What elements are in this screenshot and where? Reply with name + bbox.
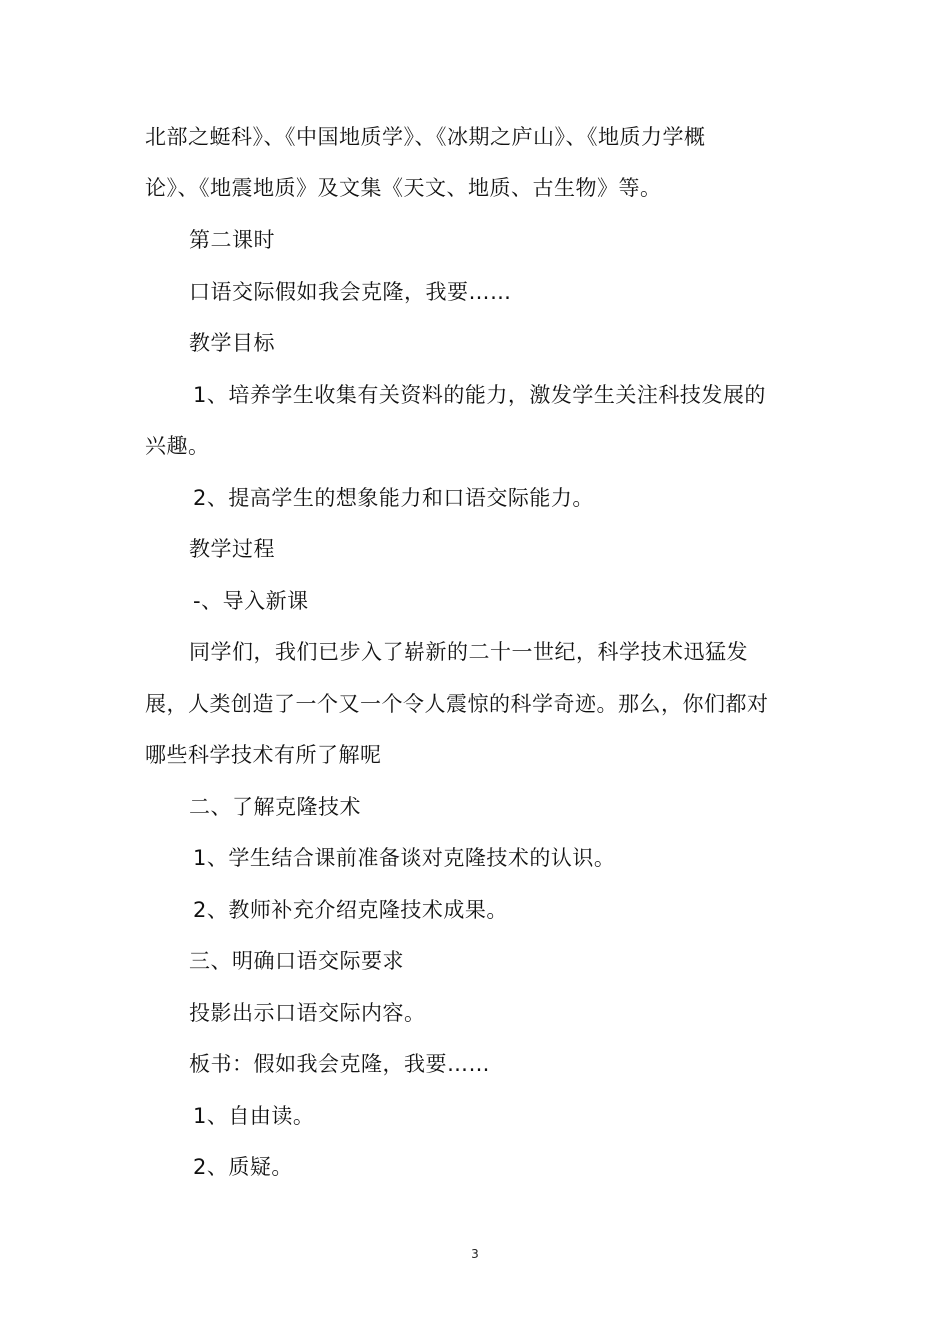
body-text-line: 论》、《地震地质》及文集《天文、地质、古生物》等。 — [145, 176, 662, 200]
body-text-line: 兴趣。 — [145, 434, 210, 458]
body-text-line: 同学们，我们已步入了崭新的二十一世纪，科学技术迅猛发 — [189, 640, 748, 664]
body-text-line: 北部之蜓科》、《中国地质学》、《冰期之庐山》、《地质力学概 — [145, 125, 706, 149]
list-item: 2、教师补充介绍克隆技术成果。 — [193, 898, 508, 922]
list-item: 2、质疑。 — [193, 1155, 293, 1179]
lesson-heading: 第二课时 — [189, 228, 275, 252]
list-item: 2、提高学生的想象能力和口语交际能力。 — [193, 486, 594, 510]
list-item: 1、自由读。 — [193, 1104, 315, 1128]
list-item: 1、学生结合课前准备谈对克隆技术的认识。 — [193, 846, 616, 870]
body-text-line: 哪些科学技术有所了解呢 — [145, 743, 382, 767]
step-heading: -、导入新课 — [193, 589, 309, 613]
section-heading: 教学过程 — [189, 537, 275, 561]
lesson-title: 口语交际假如我会克隆，我要…… — [189, 280, 512, 304]
section-heading: 教学目标 — [189, 331, 275, 355]
step-heading: 三、明确口语交际要求 — [189, 949, 404, 973]
body-text-line: 展，人类创造了一个又一个令人震惊的科学奇迹。那么，你们都对 — [145, 692, 769, 716]
board-writing: 板书：假如我会克隆，我要…… — [189, 1052, 490, 1076]
step-heading: 二、了解克隆技术 — [189, 795, 361, 819]
list-item: 1、培养学生收集有关资料的能力，激发学生关注科技发展的 — [193, 383, 766, 407]
body-text-line: 投影出示口语交际内容。 — [189, 1001, 426, 1025]
page-number: 3 — [471, 1247, 479, 1261]
